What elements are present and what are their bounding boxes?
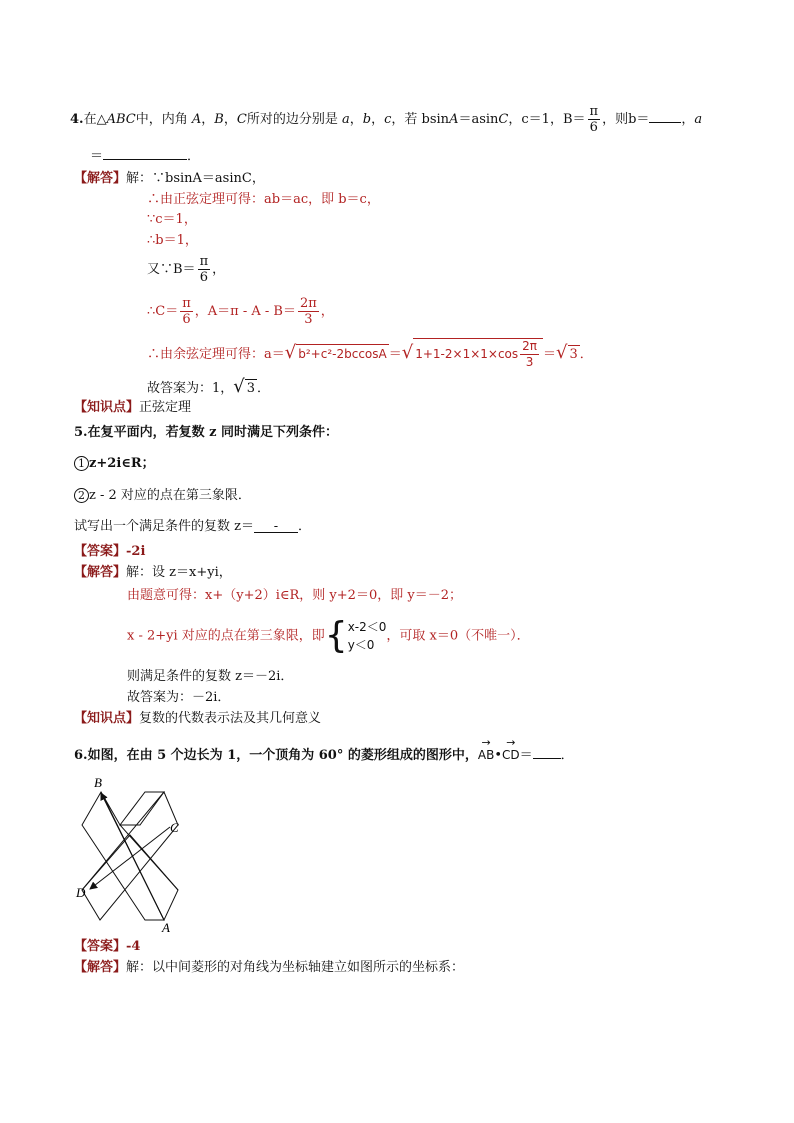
q4-eq2: ＝ [90,149,104,164]
q4-B-eq: B＝ [562,112,586,127]
q5-solution-intro [74,564,232,582]
q5-answer-value: -2i [126,544,146,559]
q4-step-6-post: ． [579,347,593,362]
q4-knowledge-point [74,399,191,417]
q4-C: C [236,112,247,127]
q4-a: a [341,112,350,127]
q4-b: b [362,112,372,127]
q4-final-answer [147,378,270,398]
fig-label-A: A [162,920,170,935]
q5-answer-blank[interactable]: - [254,518,298,533]
q5-step-1: 由题意可得：x+（y+2）i∈R，则 y+2＝0，即 y＝－2； [127,588,462,603]
q5-inequality-system [348,618,387,654]
q5-sys2: y＜0 [347,638,375,652]
q4-step-5-post: ， [320,304,334,319]
q6-solution-label: 【解答】 [74,960,127,975]
q4-pi: π [589,104,599,119]
q4-solution-intro-text: 解：∵bsinA＝asinC， [126,171,265,186]
q4-stem-d: ，若 [391,112,418,127]
q6-stem-end: ． [560,748,574,763]
q4-comma3: ， [349,112,363,127]
q5-step-2 [127,615,530,656]
q4-step-6-three: 3 [525,355,534,369]
q4-step-6 [147,338,593,370]
q5-step-3: 则满足条件的复数 z＝－2i． [127,669,294,684]
q4-step-6-pre: ∴由余弦定理可得：a＝ [147,347,285,362]
q4-step-6-root1: b²+c²-2bccosA [296,344,388,363]
q4-step-5-six: 6 [182,312,191,327]
sqrt-icon: √ [284,342,297,363]
q4-comma4: ， [371,112,385,127]
q4-cond1-r: asin [471,112,499,127]
q6-stem-pre: 6.如图，在由 5 个边长为 1，一个顶角为 60° 的菱形组成的图形中， [74,748,478,763]
q4-B: B [214,112,224,127]
q4-step-5-pre: ∴C＝ [147,304,179,319]
q4-comma6: ， [681,112,695,127]
q4-step-4-pre: 又∵B＝ [147,262,196,277]
q4-six: 6 [589,120,598,135]
q4-step-5-frac1 [180,296,193,327]
fig-label-C: C [170,820,179,835]
q4-solution-intro [74,170,265,188]
q5-step-2-post: ，可取 x＝0（不唯一）． [386,628,530,644]
q4-step-4-frac [198,254,211,285]
q4-cond1-eq: ＝ [458,112,472,127]
q4-c-eq: c＝1， [521,112,563,127]
q4-answer-blank-a[interactable] [103,145,187,160]
q6-answer-value: -4 [126,939,141,954]
q5-answer-label: 【答案】 [74,544,127,559]
q5-step-2-pre: x - 2+yi 对应的点在第三象限，即 [127,628,325,644]
q5-sys1: x-2＜0 [347,620,387,634]
q4-step-6-eq2: ＝ [543,347,557,362]
q4-answer-blank-b[interactable] [649,108,681,123]
q4-cond1-A: A [449,112,459,127]
q4-cond1: bsin [421,112,450,127]
q4-stem-b: 中，内角 [135,112,188,127]
q4-cond1-C: C [498,112,509,127]
rhombus-2 [101,792,178,920]
q4-step-5-mid: ，A＝π - A - B＝ [194,304,296,319]
q4-final-pre: 故答案为：1， [147,381,234,396]
rhombus-3 [120,792,164,825]
fig-label-D: D [76,885,86,900]
q5-answer [74,543,145,561]
q5-stem: 5.在复平面内，若复数 z 同时满足下列条件： [74,425,339,440]
q4-step-6-root2: 1+1-2×1×1×cos [415,347,519,361]
q6-vec-ab: → AB [478,746,494,764]
q4-step-5 [147,296,334,327]
sqrt-icon: √ [233,376,245,397]
q5-kp-label: 【知识点】 [74,711,140,726]
q4-step-4-post: ， [212,262,226,277]
q6-vec-cd: → CD [502,746,520,764]
q4-step-6-root3: 3 [569,347,578,362]
q5-condition-1 [74,455,155,473]
q4-b-eq: b＝ [628,112,650,127]
q4-step-6-eq: ＝ [388,347,402,362]
q4-step-5-three: 3 [304,312,313,327]
q4-step-4-six: 6 [199,270,208,285]
q5-c2-num: 2 [74,488,89,503]
q4-final-post: ． [257,381,271,396]
q4-step-3: ∴b＝1， [147,233,198,248]
q4-abc: ABC [106,112,136,127]
left-brace-icon: { [324,615,348,656]
q5-kp-text: 复数的代数表示法及其几何意义 [139,711,322,726]
q4-comma1: ， [201,112,215,127]
q4-step-4-pi: π [199,254,209,269]
q4-comma5: ， [508,112,522,127]
q4-number: 4. [70,112,84,127]
sqrt-icon: √ [401,342,414,363]
q4-step-6-frac [520,339,539,370]
q4-step-4 [147,254,225,285]
q4-step-5-pi: π [182,296,191,311]
q4-A: A [191,112,202,127]
q6-answer-label: 【答案】 [74,939,127,954]
q5-ask [74,518,311,536]
q4-kp-text: 正弦定理 [139,400,192,415]
q4-then: ，则 [602,112,629,127]
q5-step-4: 故答案为：－2i． [127,690,231,705]
q5-ask-text: 试写出一个满足条件的复数 z＝ [74,519,254,534]
q6-rhombus-figure [70,775,200,935]
fig-label-B: B [94,775,102,790]
q4-kp-label: 【知识点】 [74,400,140,415]
q5-solution-label: 【解答】 [74,565,127,580]
q4-step-2: ∵c＝1， [147,212,197,227]
q4-stem-c: 所对的边分别是 [246,112,338,127]
q4-a-label: a [694,112,703,127]
q4-final-root: 3 [246,381,256,396]
q5-c1-num: 1 [74,456,89,471]
q4-solution-label: 【解答】 [74,171,127,186]
q4-step-5-two-pi: 2π [299,296,317,311]
rhombus-1 [82,792,164,920]
q4-stem-line2 [90,145,200,166]
q5-solution-intro-text: 解：设 z＝x+yi， [126,565,232,580]
q4-c: c [384,112,392,127]
q4-step-1: ∴由正弦定理可得：ab＝ac，即 b＝c， [147,192,380,207]
q5-condition-2 [74,487,251,505]
q4-pi-over-6 [588,104,601,135]
q6-answer-blank[interactable] [533,744,561,759]
sqrt-icon: √ [556,342,568,363]
q6-solution-intro-text: 解：以中间菱形的对角线为坐标轴建立如图所示的坐标系： [126,960,465,975]
q4-step-6-two-pi: 2π [522,339,538,353]
q6-stem [74,744,574,765]
q4-comma2: ， [223,112,237,127]
q5-c2-text: z - 2 对应的点在第三象限． [89,488,251,503]
q5-knowledge-point [74,710,321,728]
q4-step-5-frac2 [298,296,319,327]
q6-stem-post: ＝ [519,748,533,763]
q4-period: ． [187,149,201,164]
q6-answer [74,938,140,956]
q4-stem [70,104,702,135]
q6-solution-intro [74,959,464,977]
q5-ask-end: ． [297,519,311,534]
q6-dot: • [494,748,503,763]
q5-c1-text: z+2i∈R； [89,456,155,471]
q4-stem-a: 在△ [83,112,107,127]
